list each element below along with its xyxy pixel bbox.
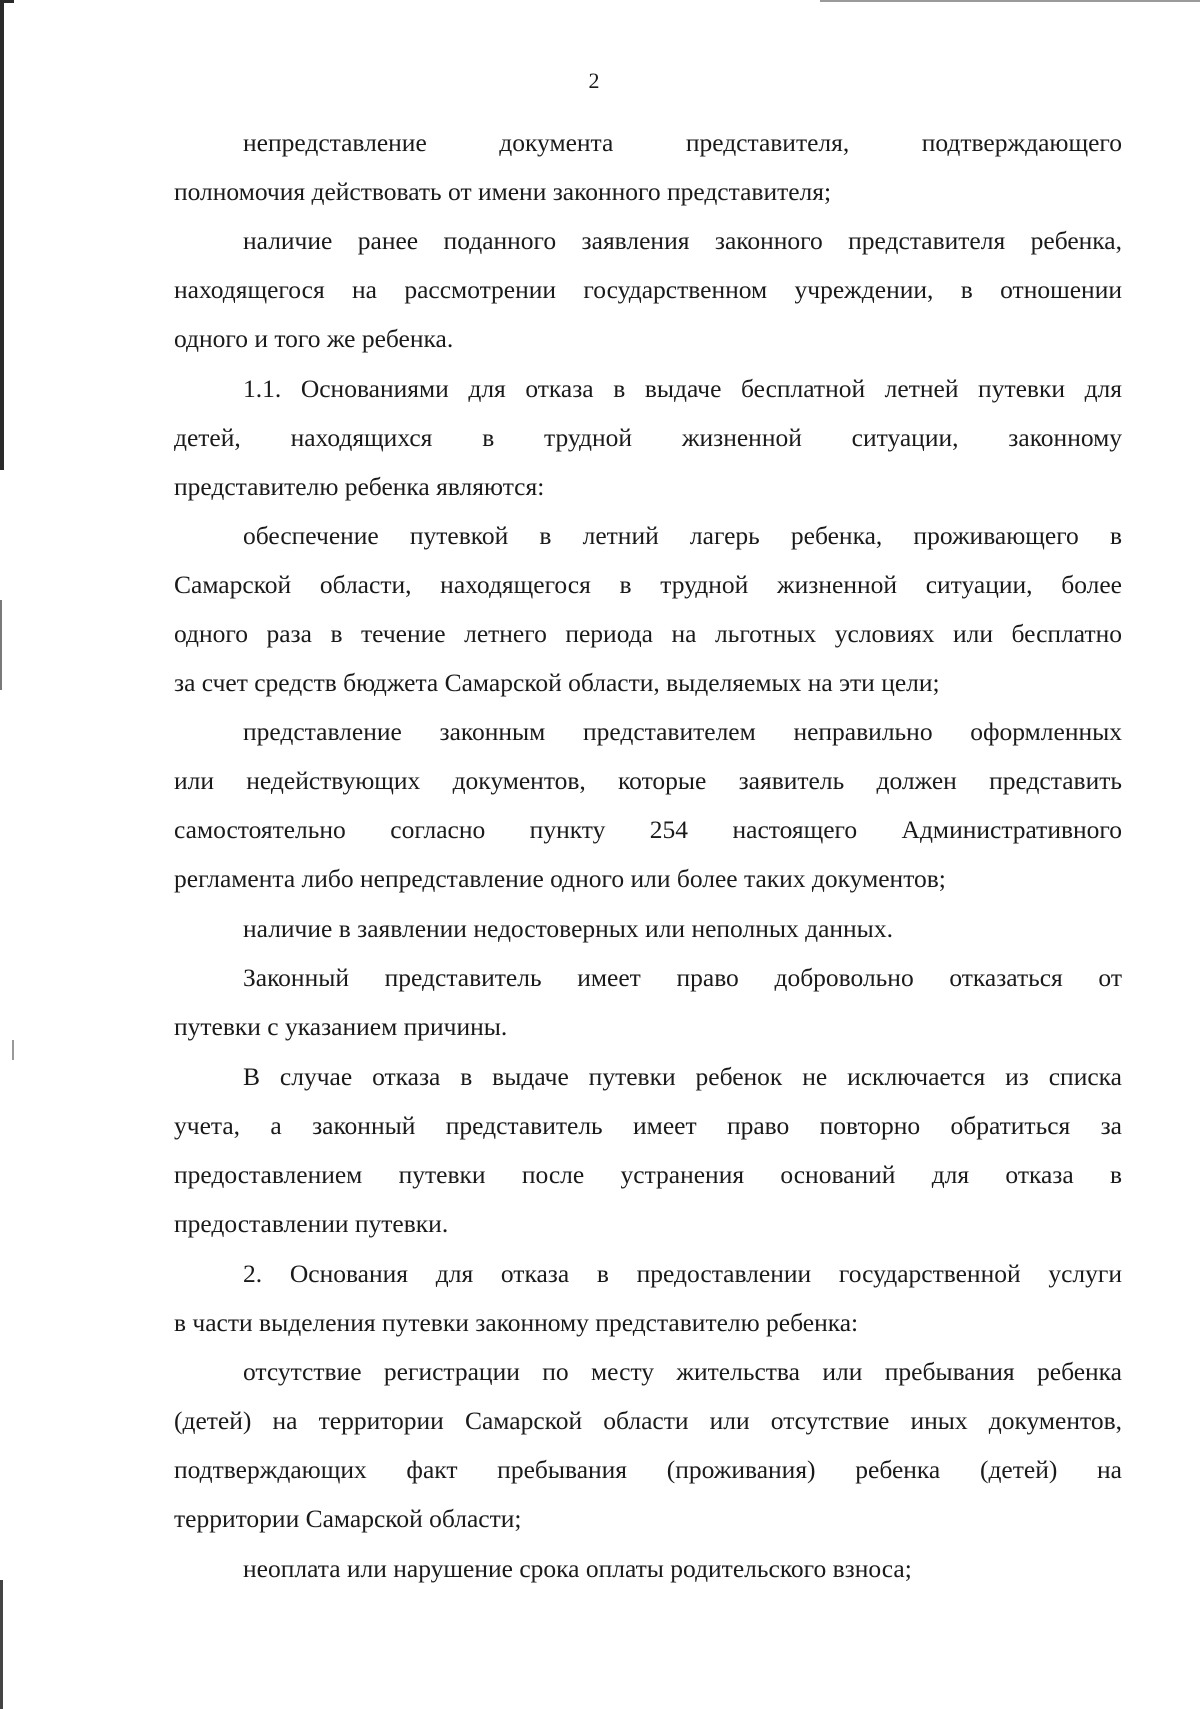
scan-edge [0, 1580, 3, 1709]
text-line: одного раза в течение летнего периода на льготных условиях или бесплатно [174, 619, 1122, 648]
text-line: 1.1. Основаниями для отказа в выдаче бесплатной летней путевки для [243, 374, 1122, 403]
scan-artifact [12, 1040, 14, 1060]
text-line: за счет средств бюджета Самарской области, выделяемых на эти цели; [174, 668, 940, 697]
scan-edge [0, 600, 2, 690]
text-line: территории Самарской области; [174, 1504, 522, 1533]
text-line: (детей) на территории Самарской области или отсутствие иных документов, [174, 1406, 1122, 1435]
text-line: представителю ребенка являются: [174, 472, 545, 501]
text-line: Самарской области, находящегося в трудной жизненной ситуации, более [174, 570, 1122, 599]
page-number: 2 [588, 68, 600, 93]
text-line: Законный представитель имеет право добровольно отказаться от [243, 963, 1122, 992]
text-line: или недействующих документов, которые заявитель должен представить [174, 766, 1122, 795]
text-line: подтверждающих факт пребывания (проживания) ребенка (детей) на [174, 1455, 1122, 1484]
text-line: предоставлением путевки после устранения оснований для отказа в [174, 1160, 1122, 1189]
text-line: представление законным представителем неправильно оформленных [243, 717, 1122, 746]
text-line: в части выделения путевки законному представителю ребенка: [174, 1308, 859, 1337]
text-line: обеспечение путевкой в летний лагерь ребенка, проживающего в [243, 521, 1122, 550]
text-line: непредставление документа представителя, подтверждающего [243, 128, 1122, 157]
text-line: путевки с указанием причины. [174, 1012, 508, 1041]
text-line: учета, а законный представитель имеет право повторно обратиться за [174, 1111, 1122, 1140]
text-line: В случае отказа в выдаче путевки ребенок не исключается из списка [243, 1062, 1122, 1091]
text-line: 2. Основания для отказа в предоставлении государственной услуги [243, 1259, 1122, 1288]
text-line: регламента либо непредставление одного или более таких документов; [174, 864, 946, 893]
text-line: детей, находящихся в трудной жизненной ситуации, законному [174, 423, 1122, 452]
text-line: одного и того же ребенка. [174, 324, 454, 353]
text-line: наличие ранее поданного заявления законного представителя ребенка, [243, 226, 1122, 255]
text-line: отсутствие регистрации по месту жительства или пребывания ребенка [243, 1357, 1122, 1386]
text-line: находящегося на рассмотрении государственном учреждении, в отношении [174, 275, 1122, 304]
text-line: самостоятельно согласно пункту 254 настоящего Административного [174, 815, 1122, 844]
text-line: наличие в заявлении недостоверных или неполных данных. [243, 914, 893, 943]
scan-artifact [820, 0, 1200, 2]
text-line: неоплата или нарушение срока оплаты родительского взноса; [243, 1554, 912, 1583]
text-line: полномочия действовать от имени законного представителя; [174, 177, 832, 206]
text-line: предоставлении путевки. [174, 1209, 449, 1238]
